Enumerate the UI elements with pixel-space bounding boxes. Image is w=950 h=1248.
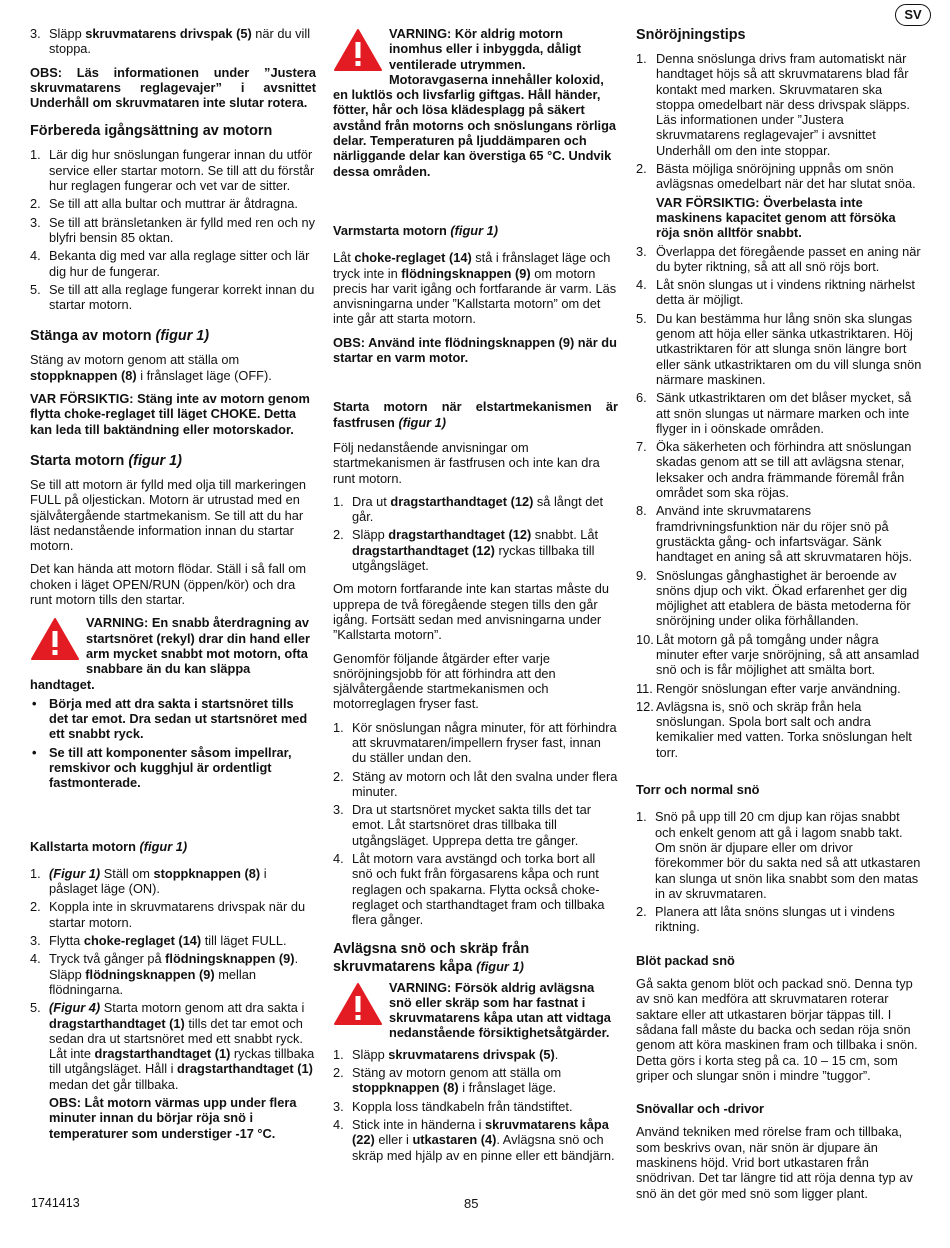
cold-start-list bbox=[30, 866, 316, 1141]
section-title: Stänga av motorn (figur 1) bbox=[30, 328, 210, 345]
list-item: 1. Lär dig hur snöslungan fungerar innan du utför service eller startar motorn. Se till att du förstår hur reglagen fungerar och vet var de sitter. bbox=[30, 147, 315, 194]
obs-note: OBS: Läs informationen under ”Justera skruvmatarens reglagevajer” i avsnittet Underhåll om skruvmataren inte slutar rotera. bbox=[30, 64, 316, 111]
column-3 bbox=[636, 26, 922, 1209]
list-item: 2. Stäng av motorn genom att ställa om stoppknappen (8) i frånslaget läge. bbox=[333, 1065, 562, 1096]
list-item: 2. Släpp dragstarthandtaget (12) snabbt. Låt dragstarthandtaget (12) ryckas tillbaka till utgångsläget. bbox=[333, 527, 599, 574]
list-item: 4. Låt snön slungas ut i vindens riktning närhelst detta är möjligt. bbox=[636, 277, 915, 308]
column-1 bbox=[30, 26, 316, 1149]
section-title: Snöröjningstips bbox=[636, 27, 746, 43]
document-code: 1741413 bbox=[31, 1196, 80, 1210]
paragraph: Se till att motorn är fylld med olja till markeringen FULL på oljestickan. Motorn är utrustad med en självåtergående startmekanism. Se till att du har läst nedanstående information innan du startar motorn. bbox=[30, 476, 306, 554]
list-item: 2. Koppla inte in skruvmatarens drivspak när du startar motorn. bbox=[30, 899, 306, 930]
list-item: 2. Stäng av motorn och låt den svalna under flera minuter. bbox=[333, 768, 618, 799]
removal-steps bbox=[333, 1047, 618, 1163]
list-item: 3. Överlappa det föregående passet en aning när du byter riktning, så att all snö röjs bort. bbox=[636, 243, 921, 274]
section-title: Avlägsna snö och skräp från skruvmatarens kåpa (figur 1) bbox=[333, 940, 530, 975]
warning-block bbox=[30, 615, 316, 691]
list-item: 1. Släpp skruvmatarens drivspak (5). bbox=[333, 1046, 559, 1062]
warning-text: VARNING: Kör aldrig motorn inomhus eller i inbyggda, dåligt ventilerade utrymmen. Motoravgaserna innehåller koloxid, en luktlös och livsfarlig giftgas. Håll händer, fötter, hår och lösa klädesplagg på säkert avstånd från motorns och snöslungans rörliga delar. Temperaturen på ljuddämparen och närliggande delar kan överstiga 65 °C. Undvik dessa områden. bbox=[333, 26, 616, 179]
frozen-list bbox=[333, 494, 618, 573]
section-title: Snövallar och -drivor bbox=[636, 1101, 765, 1117]
list-item: 7. Öka säkerheten och förhindra att snöslungan skadas genom att se till att avlägsna stenar, leksaker och andra främmande föremål från området som ska röjas. bbox=[636, 439, 912, 501]
section-title: Varmstarta motorn (figur 1) bbox=[333, 222, 498, 238]
warning-block bbox=[333, 980, 618, 1041]
page-number: 85 bbox=[464, 1196, 479, 1211]
paragraph: Låt choke-reglaget (14) stå i frånslaget läge och tryck inte in flödningsknappen (9) om motorn precis har varit igång och fortfarande är varm. Läs anvisningarna under ”Kallstarta motorn” om det inte går att starta motorn. bbox=[333, 250, 617, 327]
obs-note: OBS: Låt motorn värmas upp under flera minuter innan du börjar röja snö i temperaturer som understiger -17 °C. bbox=[49, 1095, 297, 1141]
list-item: 1. Dra ut dragstarthandtaget (12) så långt det går. bbox=[333, 493, 604, 525]
list-item: 3. Se till att bränsletanken är fylld med ren och ny blyfri bensin 85 oktan. bbox=[30, 214, 316, 245]
list-item: 3. Dra ut startsnöret mycket sakta tills det tar emot. Låt startsnöret dras tillbaka till utgångsläget. Upprepa detta tre gånger. bbox=[333, 802, 591, 848]
paragraph: Använd tekniken med rörelse fram och tillbaka, som beskrivs ovan, när snön är djupare än maskinens höjd. Vrid bort utkastaren från snödrivan. Det tar längre tid att röja denna typ av snö än det gör med snö som ligger plant. bbox=[636, 1124, 913, 1201]
section-title: Blöt packad snö bbox=[636, 952, 735, 968]
prep-list bbox=[30, 147, 316, 312]
list-item: 5. Se till att alla reglage fungerar korrekt innan du startar motorn. bbox=[30, 281, 315, 313]
caution-note: VAR FÖRSIKTIG: Överbelasta inte maskinens kapacitet genom att försöka röja snön alltför snabbt. bbox=[656, 194, 896, 241]
section-title: Förbereda igångsättning av motorn bbox=[30, 123, 273, 140]
list-item: 8. Använd inte skruvmatarens framdrivningsfunktion när du röjer snö på grustäckta gång- och infartsvägar. Sänk handtaget en aning så att skruvmataren höjs. bbox=[636, 503, 913, 565]
paragraph: Följ nedanstående anvisningar om startmekanismen är fastfrusen och inte kan dra runt motorn. bbox=[333, 439, 600, 486]
list-item: 11. Rengör snöslungan efter varje användning. bbox=[636, 680, 901, 696]
section-title: Starta motorn när elstartmekanismen är fastfrusen (figur 1) bbox=[333, 399, 618, 430]
language-badge: SV bbox=[895, 4, 931, 26]
paragraph: Stäng av motorn genom att ställa om stoppknappen (8) i frånslaget läge (OFF). bbox=[30, 352, 272, 383]
paragraph: Om motorn fortfarande inte kan startas måste du upprepa de två föregående stegen tills den går igång. Fortsätt sedan med anvisningarna under ”Kallstarta motorn”. bbox=[333, 581, 609, 643]
list-item: 5. Du kan bestämma hur lång snön ska slungas genom att höja eller sänka utkastriktaren. Höj utkastriktaren för att slunga snön längre bort eller sänk utkastriktaren om du vill slunga snön närmare maskinen. bbox=[636, 310, 922, 387]
list-item: 3. Flytta choke-reglaget (14) till läget FULL. bbox=[30, 933, 287, 949]
section-title: Torr och normal snö bbox=[636, 782, 760, 798]
paragraph: Genomför följande åtgärder efter varje snöröjningsjobb för att förhindra att den självåtergående startmekanismen och motorreglagen fryser fast. bbox=[333, 650, 556, 712]
list-item: 4. Låt motorn vara avstängd och torka bort all snö och fukt från förgasarens kåpa och runt reglagen och spakarna. Flytta också choke-reglaget och starthandtaget fram och tillbaka flera gånger. bbox=[333, 851, 605, 928]
warning-text: VARNING: En snabb återdragning av startsnöret (rekyl) drar din hand eller arm mycket snabbt mot motorn, ofta snabbare än du kan släppa handtaget. bbox=[30, 615, 311, 692]
list-item: 1. Snö på upp till 20 cm djup kan röjas snabbt och enkelt genom att gå i lagom snabb takt. Om snön är djupare eller om drivor förekommer bör du sakta ned så att utkastaren kan slunga ut snön lika snabbt som den matas in av skruvmataren. bbox=[636, 809, 921, 901]
list-item: 4. Bekanta dig med var alla reglage sitter och lär dig hur de fungerar. bbox=[30, 248, 310, 279]
list-item: 3. Koppla loss tändkabeln från tändstiftet. bbox=[333, 1098, 573, 1114]
caution-note: VAR FÖRSIKTIG: Stäng inte av motorn genom flytta choke-reglaget till läget CHOKE. Detta kan leda till baktändning eller motorskador. bbox=[30, 391, 310, 437]
section-title: Kallstarta motorn (figur 1) bbox=[30, 838, 188, 854]
warning-triangle-icon bbox=[333, 982, 383, 1026]
step-list bbox=[30, 26, 316, 57]
warning-triangle-icon bbox=[30, 617, 80, 661]
list-item: 9. Snöslungas gånghastighet är beroende av snöns djup och vikt. Ökad erfarenhet ger dig möjlighet att etablera de bästa metoderna för snöröjning under olika förhållanden. bbox=[636, 567, 911, 629]
list-item: 1. (Figur 1) Ställ om stoppknappen (8) i påslaget läge (ON). bbox=[30, 865, 267, 897]
section-title: Starta motorn (figur 1) bbox=[30, 452, 182, 469]
warning-text: VARNING: Försök aldrig avlägsna snö eller skräp som har fastnat i skruvmatarens kåpa utan att vidtaga nedanstående försiktighetsåtgärder. bbox=[389, 979, 611, 1041]
paragraph: Gå sakta genom blöt och packad snö. Denna typ av snö kan medföra att skruvmataren roterar saktare eller att utkastaren börjar täppas till. I sådana fall måste du backa och sedan röja snön genom att köra maskinen fram och tillbaka i snön. Detta görs i korta steg på ca. 10 – 15 cm, som griper och slungar snön i mindre ”tuggor”. bbox=[636, 976, 918, 1083]
list-item: 4. Tryck två gånger på flödningsknappen (9). Släpp flödningsknappen (9) mellan flödningarna. bbox=[30, 951, 299, 997]
bullet-list bbox=[30, 696, 316, 791]
list-item: 2. Se till att alla bultar och muttrar är åtdragna. bbox=[30, 196, 298, 212]
list-item: • Se till att komponenter såsom impellrar, remskivor och kugghjul är ordentligt fastmonterade. bbox=[30, 745, 316, 791]
list-item: 1. Kör snöslungan några minuter, för att förhindra att skruvmataren/impellern fryser fast, innan du ställer undan den. bbox=[333, 719, 617, 766]
obs-note: OBS: Använd inte flödningsknappen (9) när du startar en varm motor. bbox=[333, 334, 617, 366]
paragraph: Det kan hända att motorn flödar. Ställ i så fall om choken i läget OPEN/RUN (öppen/kör) och dra runt motorn tills den startar. bbox=[30, 561, 306, 608]
list-item: 3. Släpp skruvmatarens drivspak (5) när du vill stoppa. bbox=[30, 26, 311, 57]
list-item: 6. Sänk utkastriktaren om det blåser mycket, så att snön slungas ut närmare marken och inte flyger in i oönskade områden. bbox=[636, 390, 912, 436]
list-item: • Börja med att dra sakta i startsnöret tills det tar emot. Dra sedan ut startsnöret med ett snabbt ryck. bbox=[30, 696, 316, 742]
list-item: 2. Bästa möjliga snöröjning uppnås om snön avlägsnas omedelbart när det har slutat snöa. VAR FÖRSIKTIG: Överbelasta inte maskinens kapacitet genom att försöka röja snön alltför snabbt. bbox=[636, 161, 922, 240]
list-item: 5. (Figur 4) Starta motorn genom att dra sakta i dragstarthandtaget (1) tills det tar emot och sedan dra ut startsnöret med ett snabbt ryck. Låt inte dragstarthandtaget (1) ryckas tillbaka till utgångsläget. Håll i dragstarthandtaget (1) medan det går tillbaka. OBS: Låt motorn värmas upp under flera minuter innan du börjar röja snö i temperaturer som understiger -17 °C. bbox=[30, 1000, 315, 1141]
warning-triangle-icon bbox=[333, 28, 383, 72]
list-item: 1. Denna snöslunga drivs fram automatiskt när handtaget höjs så att skruvmatarens blad får kontakt med marken. Skruvmataren ska stoppa omedelbart när dess drivspak släpps. Läs informationen under ”Justera skruvmatarens reglagevajer” i avsnittet Underhåll om den inte stoppar. bbox=[636, 51, 910, 158]
list-item: 4. Stick inte in händerna i skruvmatarens kåpa (22) eller i utkastaren (4). Avlägsna snö och skräp med hjälp av en pinne eller ett bändjärn. bbox=[333, 1116, 615, 1163]
list-item: 10. Låt motorn gå på tomgång under några minuter efter varje snöröjning, så att ansamlad snö och is får möjlighet att smälta bort. bbox=[636, 631, 920, 678]
warning-block bbox=[333, 26, 618, 179]
after-use-list bbox=[333, 720, 618, 928]
column-2 bbox=[333, 26, 618, 1171]
dry-snow-list bbox=[636, 809, 922, 934]
list-item: 12. Avlägsna is, snö och skräp från hela snöslungan. Spola bort salt och andra kemikalier med vatten. Torka snöslungan helt torr. bbox=[636, 698, 912, 760]
tips-list bbox=[636, 51, 922, 760]
list-item: 2. Planera att låta snöns slungas ut i vindens riktning. bbox=[636, 904, 895, 935]
